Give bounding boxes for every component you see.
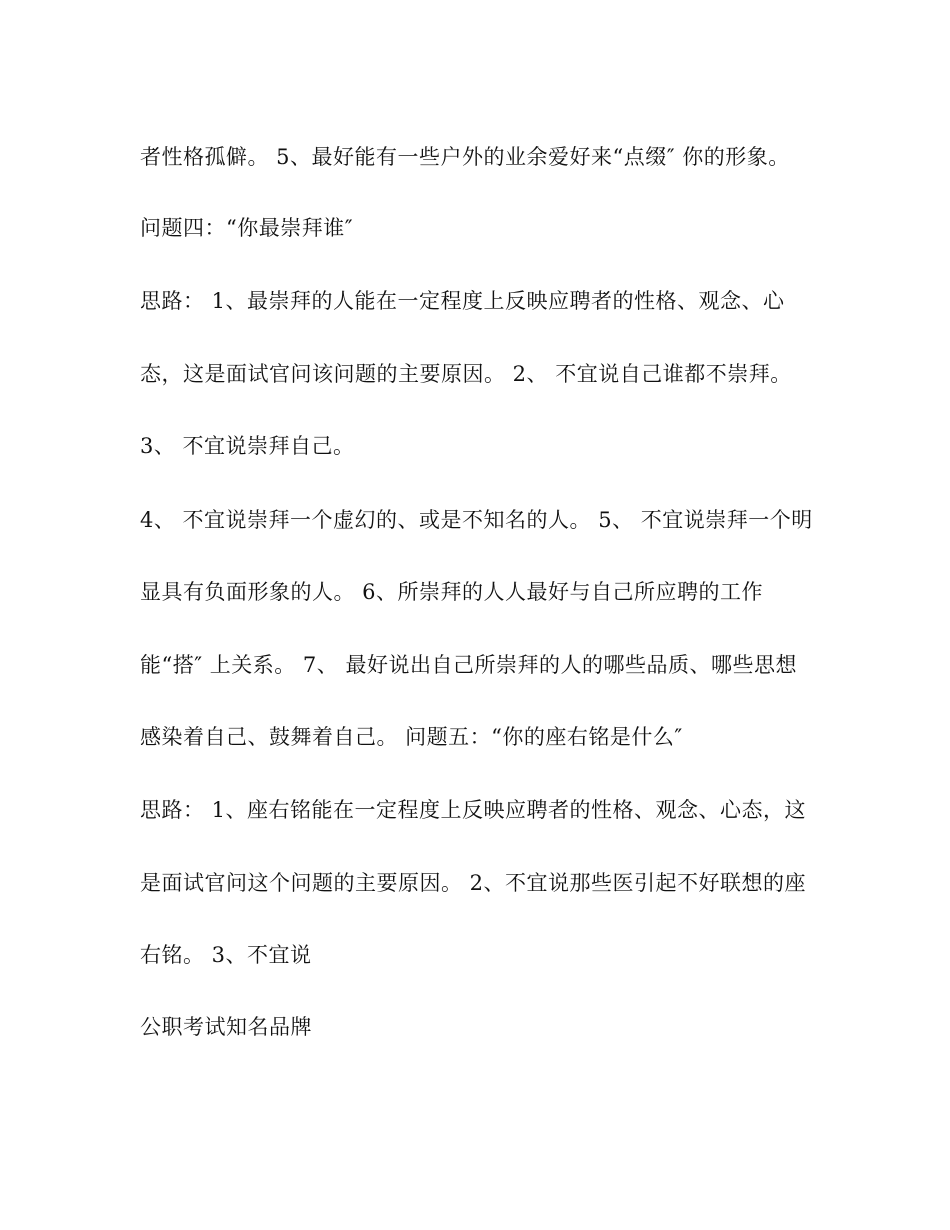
text-line-11: 是面试官问这个问题的主要原因。 2、不宜说那些医引起不好联想的座 xyxy=(140,871,807,895)
text-line-4: 态，这是面试官问该问题的主要原因。 2、 不宜说自己谁都不崇拜。 xyxy=(140,362,792,386)
text-line-6: 4、 不宜说崇拜一个虚幻的、或是不知名的人。 5、 不宜说崇拜一个明 xyxy=(140,508,813,532)
text-line-8: 能“搭″ 上关系。 7、 最好说出自己所崇拜的人的哪些品质、哪些思想 xyxy=(140,653,797,677)
text-line-9: 感染着自己、鼓舞着自己。 问题五：“你的座右铭是什么″ xyxy=(140,725,683,749)
text-line-12: 右铭。 3、不宜说 xyxy=(140,943,312,967)
text-line-7: 显具有负面形象的人。 6、所崇拜的人人最好与自己所应聘的工作 xyxy=(140,580,764,604)
footer-brand: 公职考试知名品牌 xyxy=(140,1015,312,1039)
text-line-10: 思路： 1、座右铭能在一定程度上反映应聘者的性格、观念、心态，这 xyxy=(140,798,807,822)
text-line-1: 者性格孤僻。 5、最好能有一些户外的业余爱好来“点缀″ 你的形象。 xyxy=(140,145,790,169)
text-line-5: 3、 不宜说崇拜自己。 xyxy=(140,434,355,458)
text-line-3: 思路： 1、最崇拜的人能在一定程度上反映应聘者的性格、观念、心 xyxy=(140,289,785,313)
text-line-2: 问题四：“你最崇拜谁″ xyxy=(140,216,354,240)
